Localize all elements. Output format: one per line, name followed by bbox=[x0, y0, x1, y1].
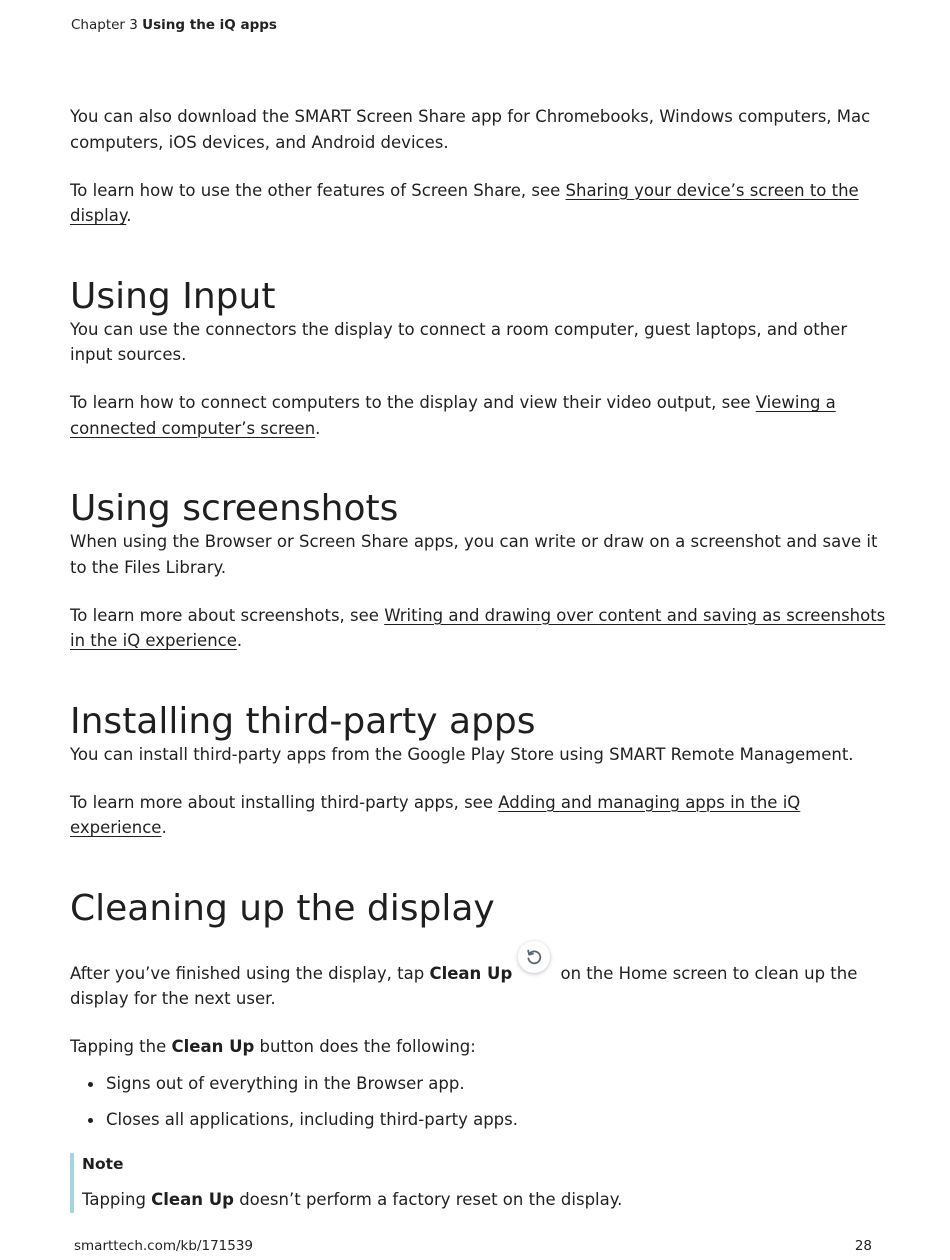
clean-up-bold: Clean Up bbox=[429, 963, 513, 983]
page-number: 28 bbox=[854, 1238, 872, 1254]
running-header bbox=[71, 17, 277, 33]
note-bold: Clean Up bbox=[151, 1189, 234, 1209]
chapter-label: Chapter 3 bbox=[71, 17, 138, 33]
third-party-link-paragraph: To learn more about installing third-party apps, see Adding and managing apps in the iQ experience. bbox=[70, 792, 801, 837]
refresh-icon bbox=[518, 941, 550, 973]
screen-share-link[interactable]: Sharing your device’s screen to the display bbox=[70, 180, 859, 225]
heading-installing-third-party-apps: Installing third-party apps bbox=[70, 700, 536, 742]
intro-link-paragraph: To learn how to use the other features of Screen Share, see Sharing your device’s screen to the display. bbox=[70, 180, 859, 225]
connected-computer-link[interactable]: Viewing a connected computer’s screen bbox=[70, 393, 836, 438]
list-item: Closes all applications, including third-party apps. bbox=[70, 1107, 890, 1133]
cleanup-actions-intro: Tapping the Clean Up button does the following: bbox=[70, 1037, 476, 1056]
chapter-title: Using the iQ apps bbox=[142, 17, 277, 33]
input-paragraph: You can use the connectors the display to connect a room computer, guest laptops, and other input sources. bbox=[70, 319, 848, 364]
heading-using-screenshots: Using screenshots bbox=[70, 488, 399, 529]
note-text: Tapping Clean Up doesn’t perform a factory reset on the display. bbox=[82, 1189, 623, 1209]
intro-paragraph: You can also download the SMART Screen Share app for Chromebooks, Windows computers, Mac computers, iOS devices, and Android devices. bbox=[70, 107, 871, 152]
third-party-paragraph: You can install third-party apps from the Google Play Store using SMART Remote Management. bbox=[70, 744, 854, 764]
heading-using-input: Using Input bbox=[70, 275, 276, 317]
managing-apps-link[interactable]: Adding and managing apps in the iQ experience bbox=[70, 792, 801, 837]
screenshots-link-paragraph: To learn more about screenshots, see Writing and drawing over content and saving as screenshots in the iQ experience. bbox=[70, 605, 886, 650]
cleanup-actions-list bbox=[70, 1071, 890, 1133]
clean-up-bold-2: Clean Up bbox=[171, 1037, 255, 1056]
cleanup-paragraph: After you’ve finished using the display, tap Clean Up on the Home screen to clean up the display for the next user. bbox=[70, 941, 890, 1012]
footer-url: smarttech.com/kb/171539 bbox=[74, 1238, 254, 1254]
screenshots-link[interactable]: Writing and drawing over content and saving as screenshots in the iQ experience bbox=[70, 605, 886, 650]
list-item: Signs out of everything in the Browser app. bbox=[70, 1071, 890, 1097]
note-title: Note bbox=[82, 1154, 124, 1173]
screenshots-paragraph: When using the Browser or Screen Share apps, you can write or draw on a screenshot and save it to the Files Library. bbox=[70, 532, 878, 577]
note-callout bbox=[70, 1153, 890, 1213]
main-content bbox=[70, 104, 890, 1213]
heading-cleaning-up-display: Cleaning up the display bbox=[70, 887, 495, 929]
input-link-paragraph: To learn how to connect computers to the display and view their video output, see Viewing a connected computer’s screen. bbox=[70, 393, 836, 438]
